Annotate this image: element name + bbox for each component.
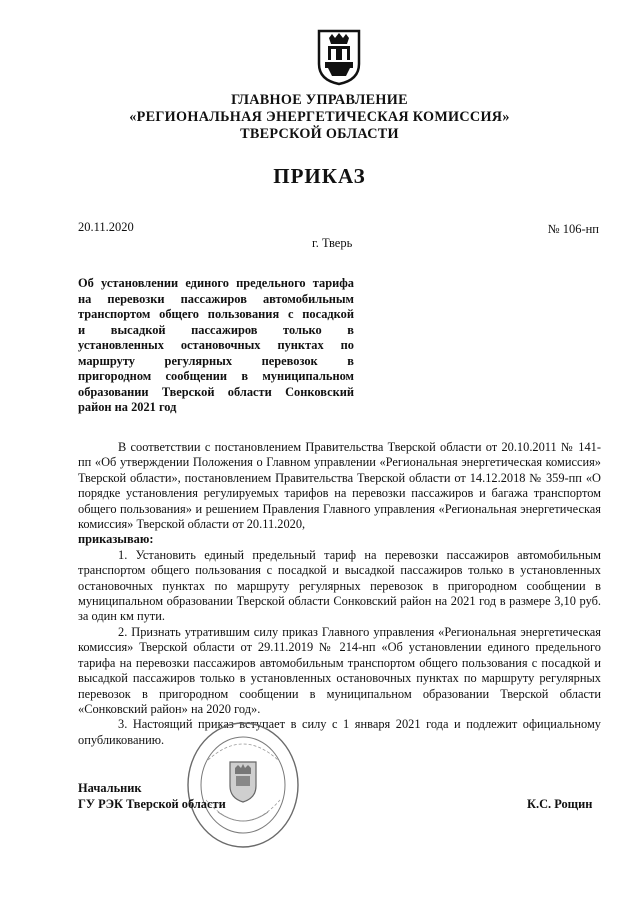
subject-line: Об установлении единого предельного тарифа <box>78 276 354 290</box>
signatory-position-line-1: Начальник <box>78 781 142 795</box>
header-line-2: «РЕГИОНАЛЬНАЯ ЭНЕРГЕТИЧЕСКАЯ КОМИССИЯ» <box>129 109 510 125</box>
signatory-name: К.С. Рощин <box>527 797 593 811</box>
document-subject <box>78 276 354 416</box>
subject-line: установленных остановочных пунктах по <box>78 338 354 352</box>
document-number: № 106-нп <box>547 222 599 236</box>
header-line-3: ТВЕРСКОЙ ОБЛАСТИ <box>240 126 399 142</box>
order-word: приказываю: <box>78 532 154 547</box>
document-date: 20.11.2020 <box>78 220 134 234</box>
subject-line: на перевозки пассажиров автомобильным <box>78 291 354 306</box>
preamble-paragraph: В соответствии с постановлением Правительства Тверской области от 20.10.2011 № 141-пп «Об утверждении Положения о Главном управлении «Региональная энергетическая комиссия» Тверской области», постановлением Правительства Тверской области от 14.12.2018 № 359-пп «О порядке установления регулируемых тарифов на перевозки пассажиров и багажа транспортом общего пользования» и решением Правления Главного управления «Региональная энергетическая комиссия» Тверской области от 20.11.2020, <box>78 440 601 532</box>
subject-line: образовании Тверской области Сонковский <box>78 384 354 399</box>
signatory-position-line-2: ГУ РЭК Тверской области <box>78 797 226 811</box>
subject-line: район на 2021 год <box>78 400 177 414</box>
subject-line: транспортом общего пользования с посадкой <box>78 307 354 321</box>
order-item-1: 1. Установить единый предельный тариф на перевозки пассажиров автомобильным транспортом общего пользования с посадкой и высадкой пассажиров только в установленных остановочных пунктах по маршруту регулярных перевозок в пригородном сообщении в муниципальном образовании Тверской области Сонковский район на 2021 год в размере 3,10 руб. за один км пути. <box>78 547 601 624</box>
order-item-3: 3. Настоящий приказ вступает в силу с 1 января 2021 года и подлежит официальному опубликованию. <box>78 717 601 747</box>
document-title: ПРИКАЗ <box>273 164 366 188</box>
header-line-1: ГЛАВНОЕ УПРАВЛЕНИЕ <box>231 92 408 108</box>
document-body <box>78 440 601 748</box>
order-item-2: 2. Признать утратившим силу приказ Главного управления «Региональная энергетическая комиссия» Тверской области от 29.11.2019 № 214-нп «Об установлении единого предельного тарифа на перевозки пассажиров автомобильным транспортом общего пользования с посадкой и высадкой пассажиров только в установленных остановочных пунктах по маршруту регулярных перевозок в пригородном сообщении в муниципальном образовании Тверской области «Сонковский район» на 2020 год». <box>78 624 601 716</box>
tver-coat-of-arms-icon <box>316 28 362 86</box>
subject-line: маршруту регулярных перевозок в <box>78 353 354 368</box>
signatory-position <box>78 780 226 812</box>
document-city: г. Тверь <box>312 236 353 250</box>
subject-line: и высадкой пассажиров только в <box>78 322 354 337</box>
subject-line: пригородном сообщении в муниципальном <box>78 369 354 383</box>
